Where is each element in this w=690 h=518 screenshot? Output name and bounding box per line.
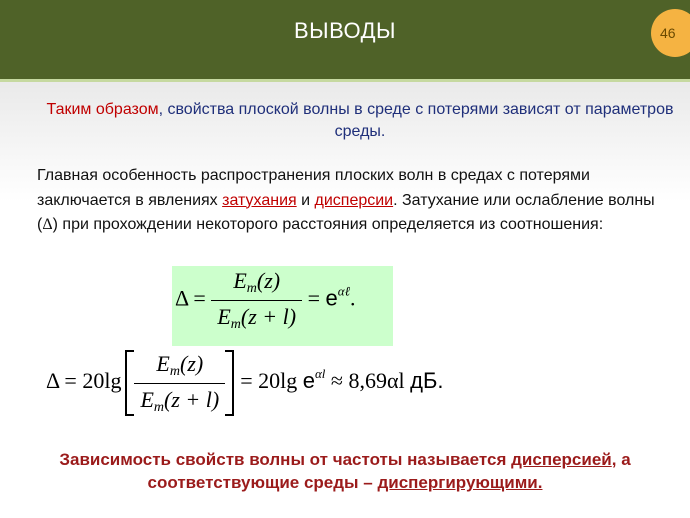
formula2-lhs: Δ = 20lg <box>46 368 122 394</box>
link-attenuation[interactable]: затухания <box>222 191 297 209</box>
link-dispersive-media[interactable]: диспергирующими. <box>377 473 543 492</box>
intro-text <box>40 99 680 143</box>
formula2-unit: дБ. <box>410 368 444 394</box>
decibel-formula <box>46 350 646 430</box>
formula1-eq: = <box>307 285 321 311</box>
title-divider <box>0 79 690 82</box>
formula2-mid: = 20lg <box>240 368 298 394</box>
conclusion-part1: Зависимость свойств волны от частоты называется <box>59 450 512 469</box>
delta-symbol: Δ <box>42 216 53 233</box>
formula2-denominator: $E_m(z + l)$ <box>140 386 220 415</box>
formula2-fraction <box>134 351 225 416</box>
intro-rest: , свойства плоской волны в среде с потерями зависят от параметров среды. <box>158 101 674 140</box>
para-part1: Главная особенность распространения плоских волн в средах с потерями заключается в явлениях <box>37 167 590 209</box>
para-part4: ) при прохождении некоторого расстояния определяется из соотношения: <box>52 216 604 233</box>
formula1-exp-base: e <box>325 285 338 311</box>
page-number-badge: 46 <box>651 9 690 57</box>
attenuation-formula <box>175 268 395 344</box>
para-part2: и <box>296 191 315 209</box>
formula2-numerator: $E_m(z)$ <box>134 351 225 384</box>
link-dispersion-term[interactable]: дисперсией <box>511 450 612 469</box>
left-bracket <box>125 350 134 416</box>
main-paragraph <box>37 164 667 238</box>
formula2-exponent: αl <box>314 366 326 382</box>
conclusion-part2: , а соответствующие среды – <box>147 450 631 492</box>
formula1-fraction <box>211 268 302 333</box>
right-bracket <box>225 350 234 416</box>
formula2-exp-base: e <box>302 368 315 394</box>
link-dispersion[interactable]: дисперсии <box>314 191 394 209</box>
formula1-lhs: Δ = <box>175 285 206 311</box>
formula1-end: . <box>350 285 356 311</box>
slide-title: ВЫВОДЫ <box>293 18 397 43</box>
formula1-exponent: αℓ <box>337 283 351 299</box>
para-part3: . Затухание или ослабление волны ( <box>37 191 655 233</box>
formula1-denominator: $E_m(z + l)$ <box>217 304 297 332</box>
conclusion-text <box>0 448 690 494</box>
title-bar <box>0 0 690 79</box>
formula1-numerator: $E_m(z)$ <box>211 268 302 301</box>
formula2-approx: ≈ 8,69αl <box>330 368 405 394</box>
intro-highlight: Таким образом <box>46 101 159 118</box>
